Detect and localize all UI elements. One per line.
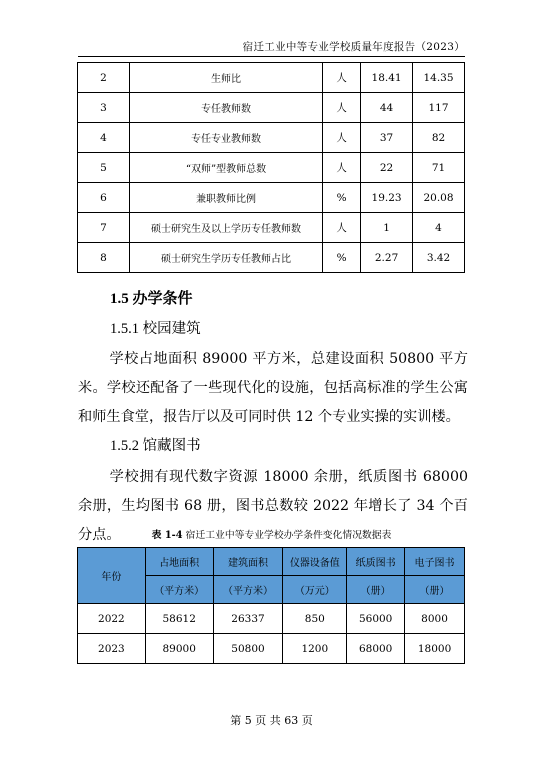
school-conditions-body (78, 604, 465, 664)
teacher-stats-body (78, 63, 465, 273)
row-cell: 68000 (347, 634, 405, 664)
header-rule (78, 56, 465, 57)
table-row (78, 243, 465, 273)
table-row (78, 63, 465, 93)
row-cell: 26337 (213, 604, 283, 634)
row-number: 2 (78, 63, 130, 93)
row-cell: 8000 (405, 604, 465, 634)
row-unit: 人 (323, 93, 361, 123)
row-value-1: 37 (361, 123, 413, 153)
row-unit: 人 (323, 123, 361, 153)
table-row (78, 123, 465, 153)
row-number: 5 (78, 153, 130, 183)
row-cell: 50800 (213, 634, 283, 664)
header-col-unit: （平方米） (213, 576, 283, 604)
page-footer: 第 5 页 共 63 页 (230, 714, 313, 727)
row-value-1: 22 (361, 153, 413, 183)
paragraph-buildings (78, 345, 468, 432)
row-label: 硕士研究生及以上学历专任教师数 (129, 213, 322, 243)
row-cell: 89000 (145, 634, 213, 664)
row-value-2: 71 (413, 153, 465, 183)
running-header: 宿迁工业中等专业学校质量年度报告（2023） (242, 41, 465, 53)
table-row (78, 213, 465, 243)
row-number: 6 (78, 183, 130, 213)
school-conditions-table (77, 547, 465, 664)
subsection-heading-buildings: 1.5.1 校园建筑 (110, 321, 201, 337)
row-value-2: 14.35 (413, 63, 465, 93)
section-heading: 1.5 办学条件 (110, 291, 193, 307)
row-unit: % (323, 243, 361, 273)
row-cell: 18000 (405, 634, 465, 664)
row-value-2: 4 (413, 213, 465, 243)
row-year: 2023 (78, 634, 146, 664)
table-row (78, 183, 465, 213)
header-col-unit: （万元） (283, 576, 347, 604)
paragraph-library-text: 学校拥有现代数字资源 18000 余册，纸质图书 68000 余册，生均图书 68 册，图书总数较 2022 年增长了 34 个百分点。 (78, 469, 468, 543)
table-header (78, 548, 465, 604)
row-unit: % (323, 183, 361, 213)
row-label: “双师”型教师总数 (129, 153, 322, 183)
row-year: 2022 (78, 604, 146, 634)
row-number: 8 (78, 243, 130, 273)
header-col-unit: （平方米） (145, 576, 213, 604)
table-caption-text: 宿迁工业中等专业学校办学条件变化情况数据表 (185, 530, 392, 541)
row-value-1: 2.27 (361, 243, 413, 273)
header-col-name: 建筑面积 (213, 548, 283, 576)
row-label: 硕士研究生学历专任教师占比 (129, 243, 322, 273)
teacher-stats-table (77, 62, 465, 273)
row-cell: 1200 (283, 634, 347, 664)
row-value-1: 1 (361, 213, 413, 243)
row-cell: 58612 (145, 604, 213, 634)
row-value-2: 82 (413, 123, 465, 153)
row-label: 兼职教师比例 (129, 183, 322, 213)
row-number: 7 (78, 213, 130, 243)
row-value-2: 117 (413, 93, 465, 123)
row-unit: 人 (323, 213, 361, 243)
row-value-2: 20.08 (413, 183, 465, 213)
row-number: 3 (78, 93, 130, 123)
row-cell: 56000 (347, 604, 405, 634)
row-number: 4 (78, 123, 130, 153)
header-col-name: 纸质图书 (347, 548, 405, 576)
row-unit: 人 (323, 153, 361, 183)
header-col-unit: （册） (347, 576, 405, 604)
row-unit: 人 (323, 63, 361, 93)
row-cell: 850 (283, 604, 347, 634)
table-caption-number: 表 1-4 (151, 530, 183, 541)
table-row (78, 604, 465, 634)
table-row (78, 93, 465, 123)
row-value-1: 19.23 (361, 183, 413, 213)
header-col-name: 占地面积 (145, 548, 213, 576)
header-col-unit: （册） (405, 576, 465, 604)
header-row-names (78, 548, 465, 576)
row-value-2: 3.42 (413, 243, 465, 273)
header-col-name: 仪器设备值 (283, 548, 347, 576)
table-row (78, 634, 465, 664)
table-row (78, 153, 465, 183)
subsection-heading-library: 1.5.2 馆藏图书 (110, 438, 201, 454)
row-label: 生师比 (129, 63, 322, 93)
row-value-1: 44 (361, 93, 413, 123)
header-col-name: 电子图书 (405, 548, 465, 576)
table-caption (0, 527, 543, 541)
row-label: 专任专业教师数 (129, 123, 322, 153)
paragraph-buildings-text: 学校占地面积 89000 平方米，总建设面积 50800 平方米。学校还配备了一些现代化的设施，包括高标准的学生公寓和师生食堂，报告厅以及可同时供 12 个专业实操的实训楼。 (78, 351, 468, 425)
header-year: 年份 (78, 548, 146, 604)
row-label: 专任教师数 (129, 93, 322, 123)
row-value-1: 18.41 (361, 63, 413, 93)
